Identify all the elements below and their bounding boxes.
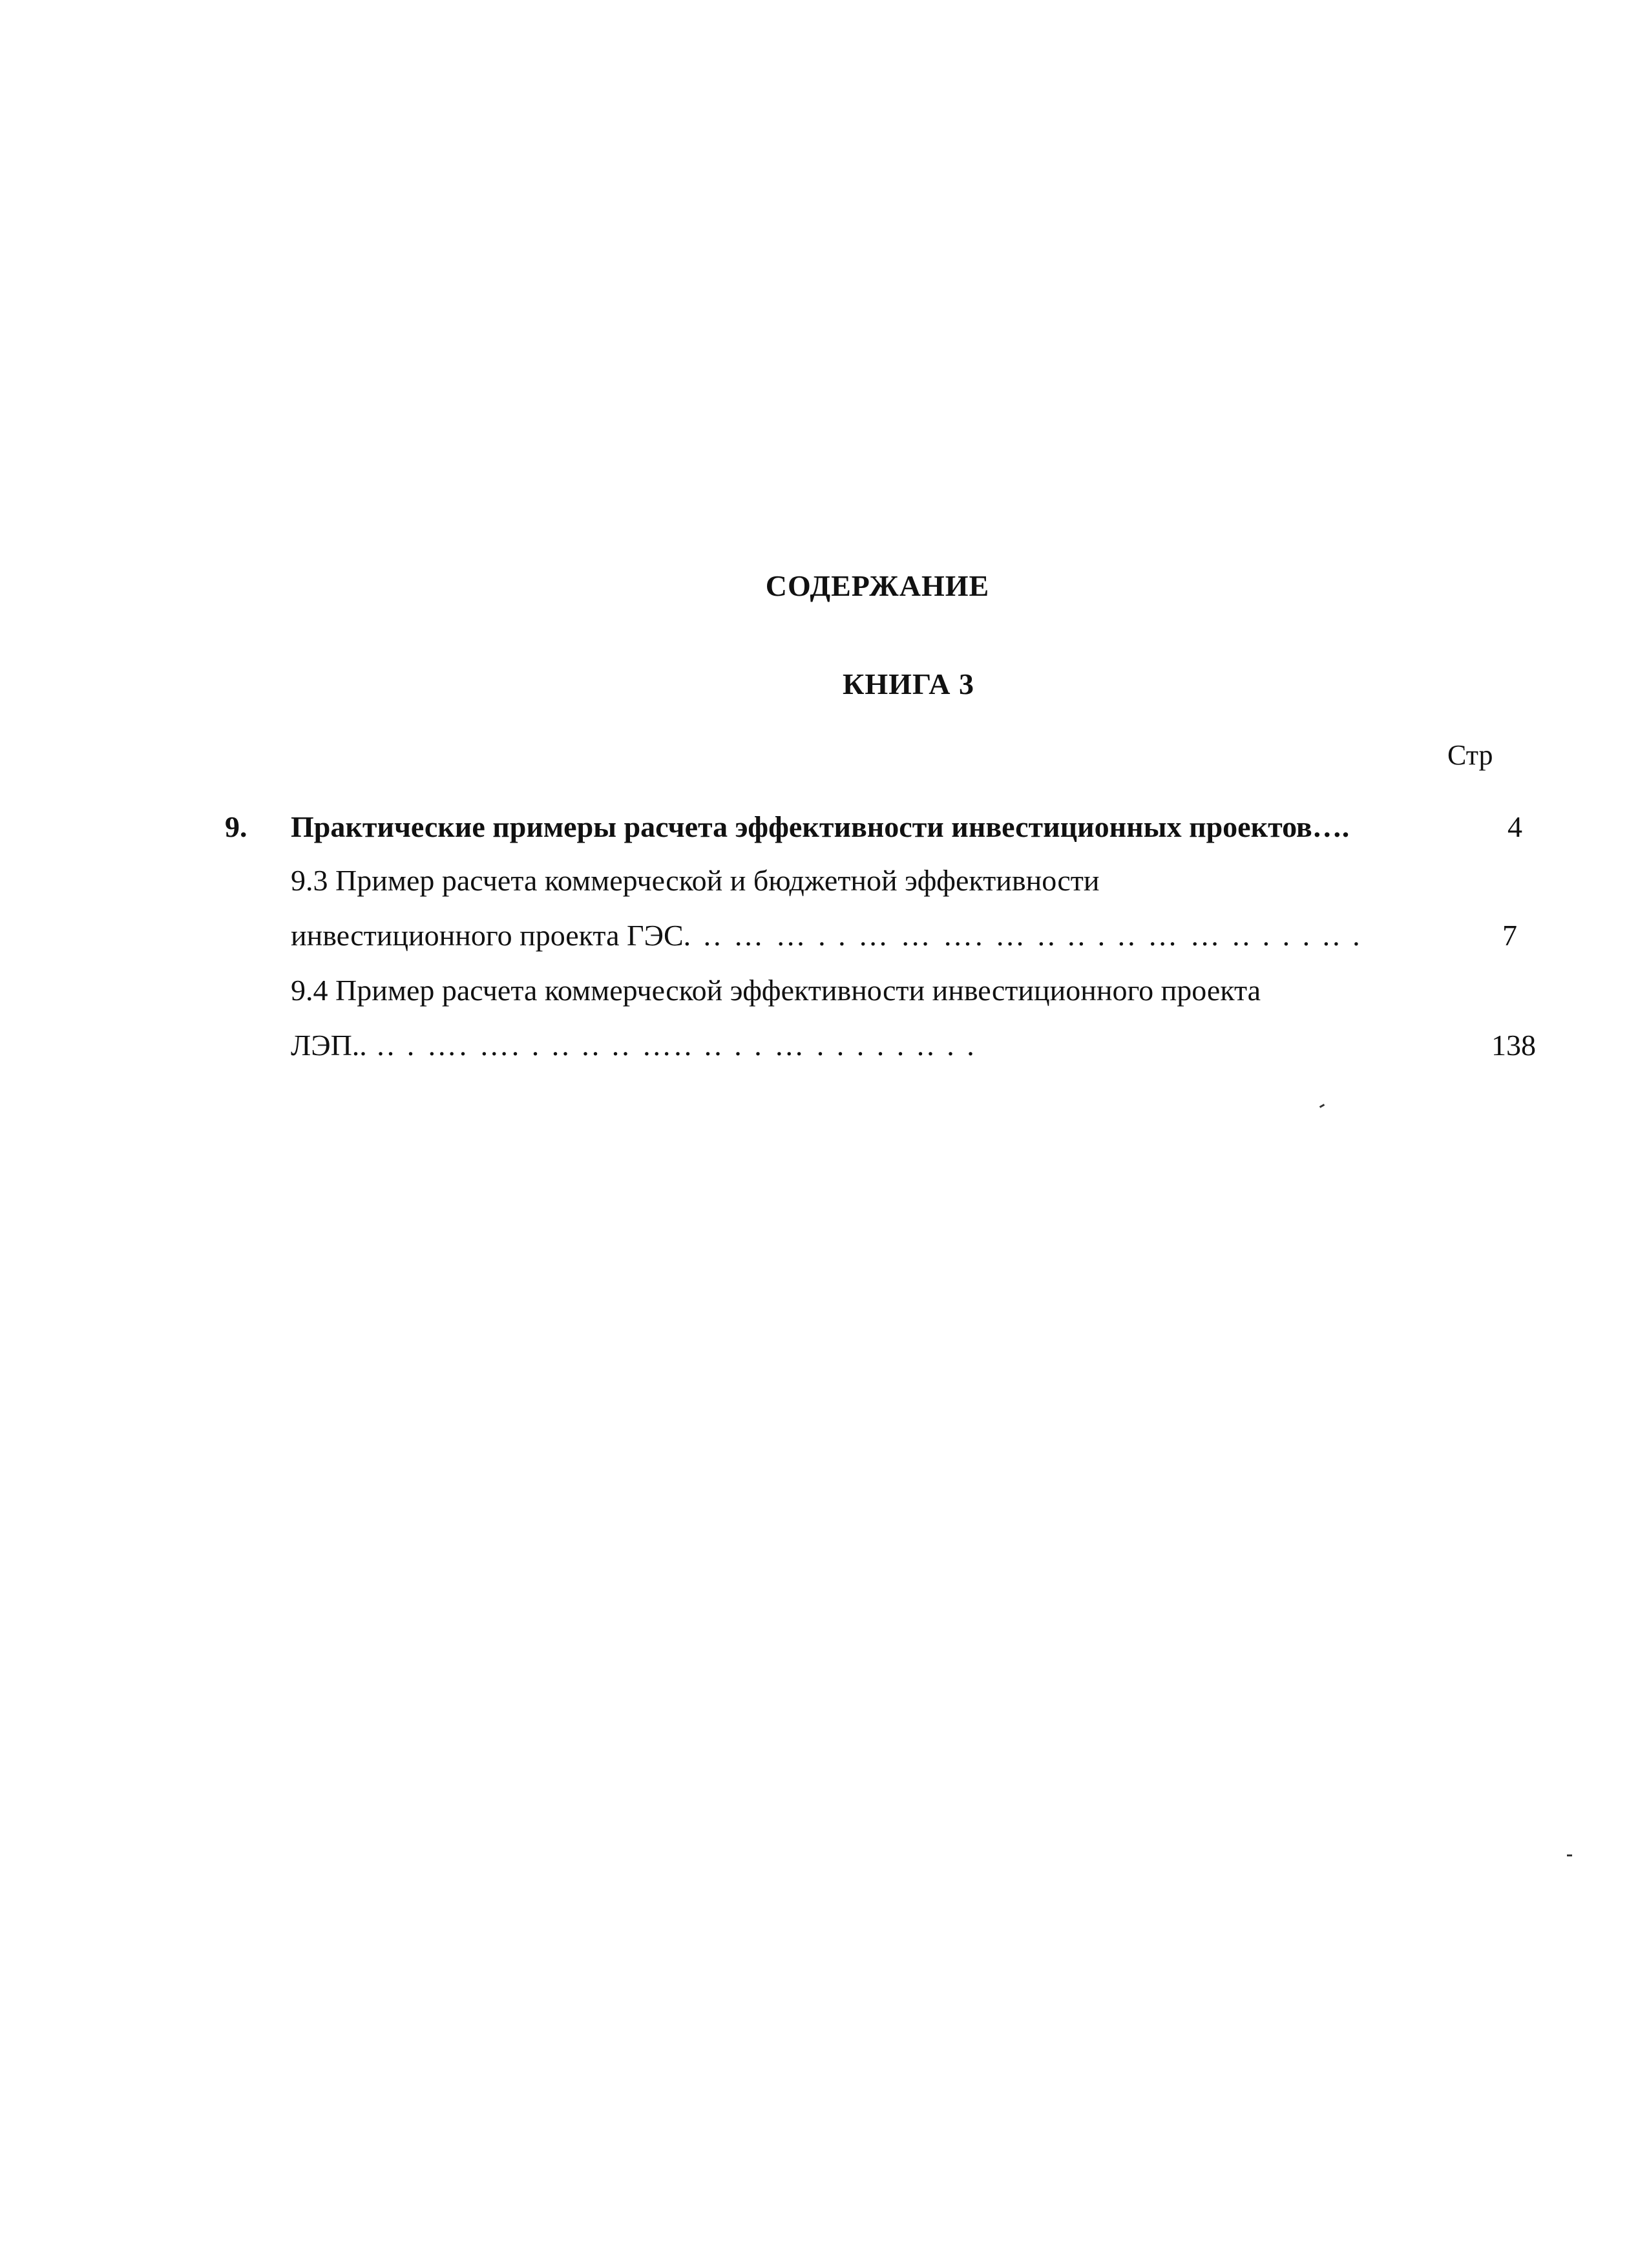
page-column-label: Стр [1447,739,1493,771]
entry-title-line2-wrap [291,918,1363,954]
entry-page-number: 7 [1502,919,1517,952]
dot-leader: . .. … … . . … … …. … .. .. . .. … … .. . . . .. . [683,919,1363,952]
entry-title-line2: инвестиционного проекта ГЭС [291,919,684,952]
entry-title-line2-wrap [291,1027,977,1064]
scan-mark [1567,1854,1572,1856]
chapter-title: Практические примеры расчета эффективности инвестиционных проектов…. [291,810,1350,843]
chapter-number: 9. [225,810,247,843]
entry-title-line1: 9.3 Пример расчета коммерческой и бюджетной эффективности [291,864,1100,897]
book-title: КНИГА 3 [843,667,974,700]
scan-mark [1319,1104,1325,1108]
entry-title-line2: ЛЭП.. [291,1029,367,1062]
entry-title-line1: 9.4 Пример расчета коммерческой эффективности инвестиционного проекта [291,974,1261,1007]
dot-leader: .. . …. …. . .. .. .. ….. .. . . … . . . . . .. . . [366,1029,977,1062]
page-title: СОДЕРЖАНИЕ [765,569,990,602]
entry-page-number: 138 [1491,1029,1536,1062]
chapter-page-number: 4 [1507,810,1522,843]
